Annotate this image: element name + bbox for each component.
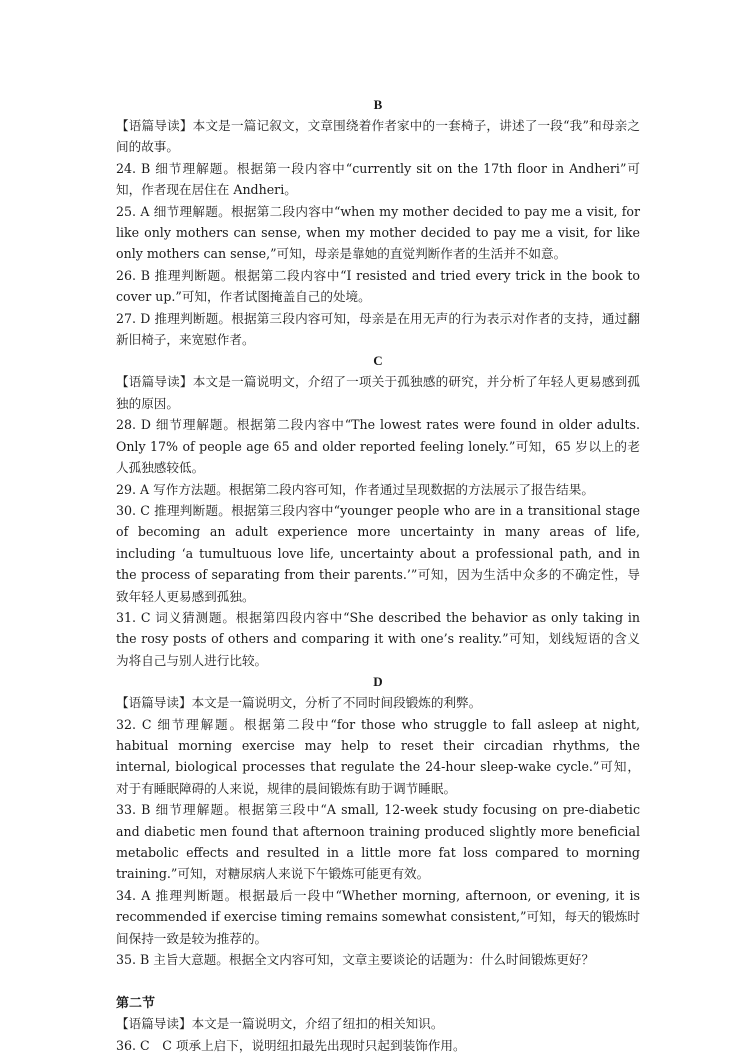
answer-33: 33. B 细节理解题。根据第三段中“A small, 12-week study focusing on pre-diabetic and diabetic men found that afternoon training produced slightly more beneficial metabolic effects and resulted in a little more fat loss compared to morning training.”可知，对糖尿病人来说下午锻炼可能更有效。 <box>116 802 640 882</box>
reading-guide-c: 【语篇导读】本文是一篇说明文，介绍了一项关于孤独感的研究，并分析了年轻人更易感到孤独的原因。 <box>116 374 640 411</box>
section-b <box>116 94 640 350</box>
section-c <box>116 350 640 671</box>
section-d <box>116 671 640 970</box>
reading-guide-d: 【语篇导读】本文是一篇说明文，分析了不同时间段锻炼的利弊。 <box>116 695 482 711</box>
answer-36: 36. C C 项承上启下，说明纽扣最先出现时只起到装饰作用。 <box>116 1037 466 1053</box>
answer-28: 28. D 细节理解题。根据第二段内容中“The lowest rates were found in older adults. Only 17% of people age 65 and older reported feeling lonely.”可知，65 岁以上的老人孤独感较低。 <box>116 417 640 476</box>
answer-26: 26. B 推理判断题。根据第二段内容中“I resisted and tried every trick in the book to cover up.”可知，作者试图掩盖自己的处境。 <box>116 267 640 305</box>
section-heading-c: C <box>373 353 383 369</box>
reading-guide-b: 【语篇导读】本文是一篇记叙文，文章围绕着作者家中的一套椅子，讲述了一段“我”和母亲之间的故事。 <box>116 118 640 155</box>
answer-27: 27. D 推理判断题。根据第三段内容可知，母亲是在用无声的行为表示对作者的支持，通过翻新旧椅子，来宽慰作者。 <box>116 310 640 348</box>
answer-31: 31. C 词义猜测题。根据第四段内容中“She described the behavior as only taking in the rosy posts of others and comparing it with one’s reality.”可知，划线短语的含义为将自己与别人进行比较。 <box>116 609 640 668</box>
answer-32: 32. C 细节理解题。根据第二段中“for those who struggle to fall asleep at night, habitual morning exercise may help to reset their circadian rhythms, the internal, biological processes that regulate the 24-hour sleep-wake cycle.”可知，对于有睡眠障碍的人来说，规律的晨间锻炼有助于调节睡眠。 <box>116 716 640 796</box>
answer-30: 30. C 推理判断题。根据第三段内容中“younger people who are in a transitional stage of becoming an adult experience more uncertainty in many areas of life, including ‘a tumultuous love life, uncertainty about a professional path, and in the process of separating from their parents.’”可知，因为生活中众多的不确定性，导致年轻人更易感到孤独。 <box>116 502 640 604</box>
part-two <box>116 992 640 1056</box>
answer-25: 25. A 细节理解题。根据第二段内容中“when my mother decided to pay me a visit, for like only mothers can sense, when my mother decided to pay me a visit, for like only mothers can sense,”可知，母亲是靠她的直觉判断作者的生活并不如意。 <box>116 203 640 262</box>
section-heading-b: B <box>373 97 383 112</box>
reading-guide-part-two: 【语篇导读】本文是一篇说明文，介绍了纽扣的相关知识。 <box>116 1016 444 1032</box>
part-two-title: 第二节 <box>116 995 156 1011</box>
answer-35: 35. B 主旨大意题。根据全文内容可知，文章主要谈论的话题为：什么时间锻炼更好？ <box>116 952 595 968</box>
answer-24: 24. B 细节理解题。根据第一段内容中“currently sit on the 17th floor in Andheri”可知，作者现在居住在 Andheri。 <box>116 160 640 198</box>
answer-34: 34. A 推理判断题。根据最后一段中“Whether morning, afternoon, or evening, it is recommended if exercise timing remains somewhat consistent,”可知，每天的锻炼时间保持一致是较为推荐的。 <box>116 887 640 946</box>
answer-29: 29. A 写作方法题。根据第二段内容可知，作者通过呈现数据的方法展示了报告结果。 <box>116 481 594 497</box>
section-heading-d: D <box>373 674 383 690</box>
